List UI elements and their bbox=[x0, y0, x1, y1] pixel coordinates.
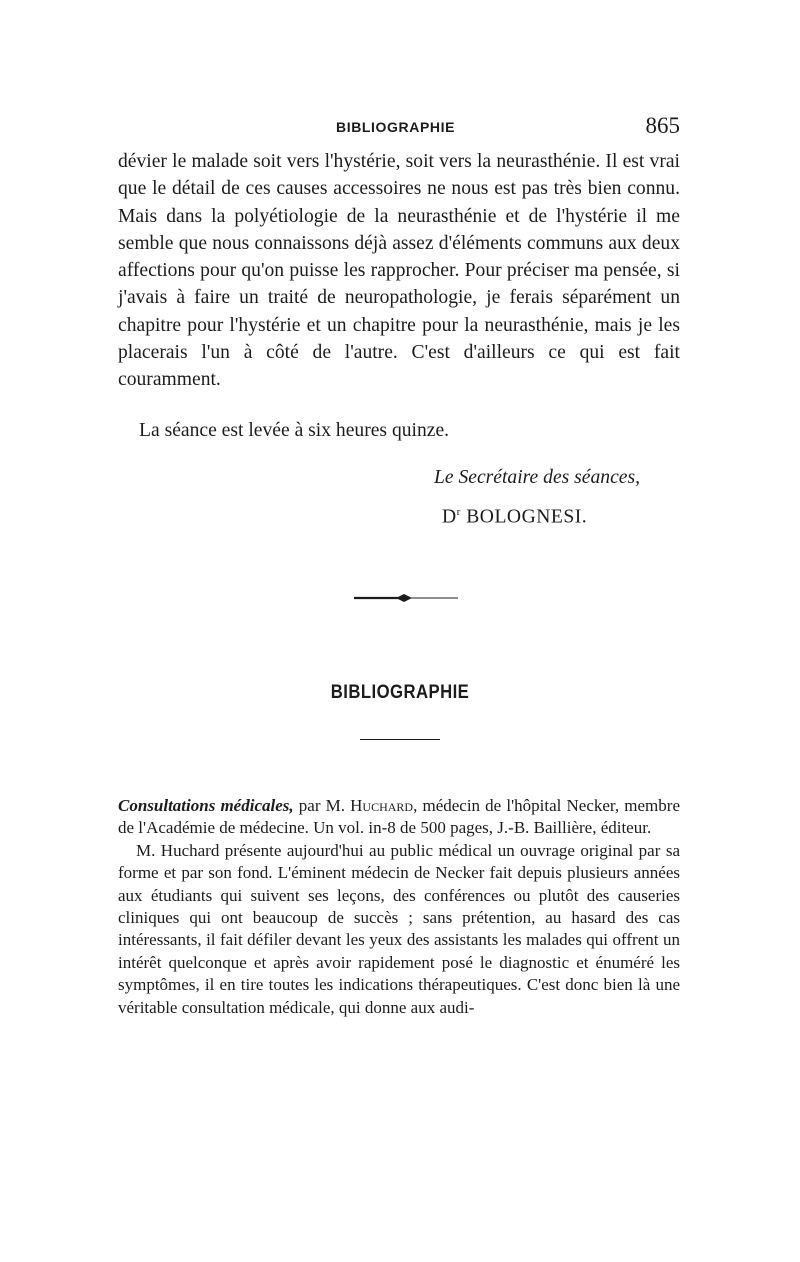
signature-title: D bbox=[442, 506, 457, 528]
review-title: Consultations médicales, bbox=[118, 796, 294, 815]
signature-name: BOLOGNESI. bbox=[466, 506, 588, 528]
review-by: par M. bbox=[293, 796, 351, 815]
running-header bbox=[118, 113, 680, 143]
section-rule bbox=[360, 739, 440, 740]
review-author: Huchard bbox=[350, 796, 414, 815]
signature-role: Le Secrétaire des séances, bbox=[433, 467, 640, 488]
running-title: BIBLIOGRAPHIE bbox=[336, 119, 456, 135]
review-citation-details: , médecin de l'hôpital Necker, membre de l'Académie de médecine. Un vol. in-8 de 500 pages, J.-B. Baillière, éditeur. bbox=[118, 796, 680, 838]
review-citation bbox=[118, 795, 680, 840]
signature-title-superscript: r bbox=[456, 506, 461, 518]
signature-name-line bbox=[442, 506, 587, 529]
divider-ornament bbox=[352, 592, 462, 604]
body-paragraph-block bbox=[118, 148, 680, 394]
page-number: 865 bbox=[645, 113, 680, 138]
body-paragraph: dévier le malade soit vers l'hystérie, soit vers la neurasthénie. Il est vrai que le détail de ces causes accessoires ne nous est pas très bien connu. Mais dans la polyétiologie de la neurasthénie et de l'hystérie il me semble que nous connaissons déjà assez d'éléments communs aux deux affections pour qu'on puisse les rapprocher. Pour préciser ma pensée, si j'avais à faire un traité de neuropathologie, je ferais séparément un chapitre pour l'hystérie et un chapitre pour la neurasthénie, mais je les placerais l'un à côté de l'autre. C'est d'ailleurs ce qui est fait couramment. bbox=[118, 151, 680, 391]
review-entry bbox=[118, 795, 680, 1019]
section-heading: BIBLIOGRAPHIE bbox=[330, 682, 470, 703]
review-text: M. Huchard présente aujourd'hui au public médical un ouvrage original par sa forme et par son fond. L'éminent médecin de Necker fait depuis plusieurs années aux étudiants qui suivent ses leçons, des conférences ou plutôt des causeries cliniques qui ont beaucoup de succès ; sans prétention, au hasard des cas intéressants, il fait défiler devant les yeux des assistants les malades qui offrent un intérêt quelconque et après avoir rapidement posé le diagnostic et énuméré les symptômes, il en tire toutes les indications thérapeutiques. C'est donc bien là une véritable consultation médicale, qui donne aux audi- bbox=[118, 840, 680, 1017]
closing-line: La séance est levée à six heures quinze. bbox=[139, 420, 450, 441]
